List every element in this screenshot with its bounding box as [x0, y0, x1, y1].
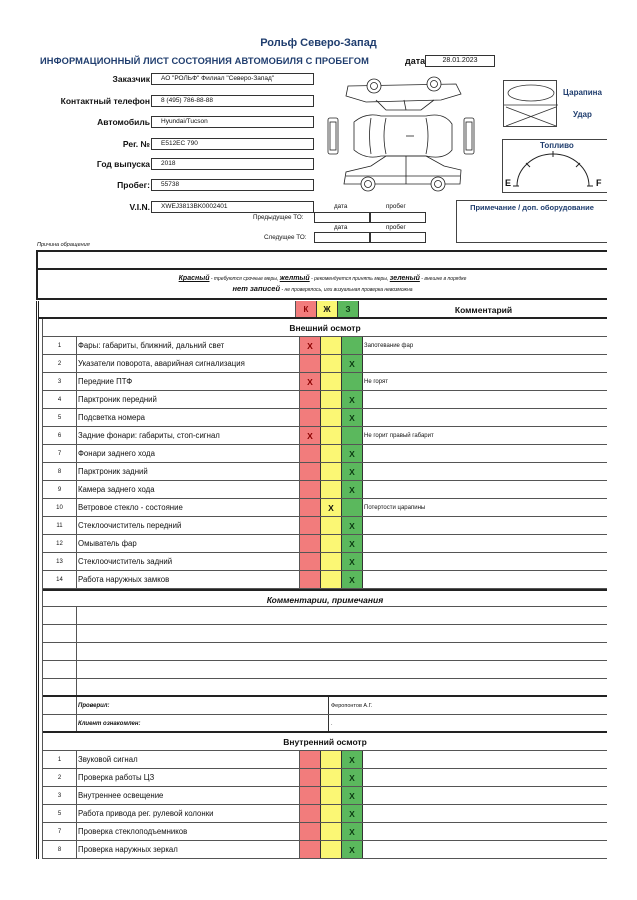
- red-mark-cell[interactable]: X: [300, 337, 321, 354]
- document-title: ИНФОРМАЦИОННЫЙ ЛИСТ СОСТОЯНИЯ АВТОМОБИЛЯ С ПРОБЕГОМ: [40, 56, 369, 66]
- item-number: 1: [43, 337, 77, 354]
- comment-cell[interactable]: [363, 481, 607, 498]
- yellow-mark-cell[interactable]: [321, 391, 342, 408]
- table-row: [43, 391, 607, 409]
- inspection-table: [36, 301, 607, 859]
- red-mark-cell[interactable]: [300, 769, 321, 786]
- item-number: 12: [43, 535, 77, 552]
- col-mileage-label: пробег: [386, 203, 406, 210]
- red-mark-cell[interactable]: [300, 463, 321, 480]
- checked-by-field[interactable]: Феропонтов А.Г.: [331, 703, 373, 709]
- customer-label: Заказчик: [112, 74, 150, 84]
- yellow-mark-cell[interactable]: [321, 535, 342, 552]
- customer-field[interactable]: АО "РОЛЬФ" Филиал "Северо-Запад": [151, 73, 314, 85]
- green-mark-cell[interactable]: X: [342, 391, 363, 408]
- reg-number-field[interactable]: E512EC 790: [151, 138, 314, 150]
- green-mark-cell[interactable]: X: [342, 805, 363, 822]
- item-name: Работа привода рег. рулевой колонки: [77, 805, 300, 822]
- red-mark-cell[interactable]: [300, 355, 321, 372]
- yellow-mark-cell[interactable]: [321, 409, 342, 426]
- comment-cell[interactable]: [363, 805, 607, 822]
- item-name: Парктроник передний: [77, 391, 300, 408]
- yellow-mark-cell[interactable]: [321, 355, 342, 372]
- item-name: Ветровое стекло - состояние: [77, 499, 300, 516]
- red-mark-cell[interactable]: [300, 535, 321, 552]
- car-damage-diagram[interactable]: [326, 72, 476, 202]
- item-name: Внутреннее освещение: [77, 787, 300, 804]
- comment-line[interactable]: [43, 679, 607, 697]
- col-mileage-label-2: пробег: [386, 224, 406, 231]
- item-number: 9: [43, 481, 77, 498]
- legend-green-desc: - внешне в порядке: [421, 276, 467, 282]
- item-number: 7: [43, 445, 77, 462]
- item-name: Проверка наружных зеркал: [77, 841, 300, 858]
- table-row: [43, 823, 607, 841]
- comment-cell[interactable]: [363, 571, 607, 588]
- yellow-mark-cell[interactable]: [321, 481, 342, 498]
- green-mark-cell[interactable]: [342, 427, 363, 444]
- green-mark-cell[interactable]: X: [342, 787, 363, 804]
- col-date-label: дата: [334, 203, 348, 210]
- yellow-mark-cell[interactable]: [321, 841, 342, 858]
- date-field[interactable]: 28.01.2023: [425, 55, 495, 67]
- item-name: Проверка работы ЦЗ: [77, 769, 300, 786]
- red-mark-cell[interactable]: [300, 823, 321, 840]
- yellow-mark-cell[interactable]: [321, 769, 342, 786]
- comment-line[interactable]: [43, 607, 607, 625]
- yellow-mark-cell[interactable]: X: [321, 499, 342, 516]
- green-mark-cell[interactable]: X: [342, 751, 363, 768]
- next-service-date-field[interactable]: [314, 232, 370, 243]
- green-mark-cell[interactable]: [342, 499, 363, 516]
- comment-cell[interactable]: [363, 553, 607, 570]
- yellow-mark-cell[interactable]: [321, 373, 342, 390]
- client-ack-row: [43, 715, 607, 733]
- table-row: [43, 463, 607, 481]
- comment-cell[interactable]: Запотевание фар: [364, 343, 414, 349]
- fuel-gauge[interactable]: [502, 139, 607, 193]
- phone-label: Контактный телефон: [60, 96, 150, 106]
- client-ack-field[interactable]: .: [331, 721, 333, 727]
- item-number: 13: [43, 553, 77, 570]
- damage-legend: [503, 80, 557, 127]
- red-mark-cell[interactable]: [300, 445, 321, 462]
- table-row: [43, 841, 607, 859]
- internal-section-title: Внутренний осмотр: [43, 733, 607, 751]
- green-mark-cell[interactable]: X: [342, 823, 363, 840]
- table-row: [43, 535, 607, 553]
- red-mark-cell[interactable]: [300, 805, 321, 822]
- yellow-mark-cell[interactable]: [321, 517, 342, 534]
- legend-none-desc: - не проверялось, или визуальная проверка невозможна: [281, 287, 413, 293]
- green-mark-cell[interactable]: X: [342, 481, 363, 498]
- fuel-full-label: F: [596, 178, 602, 188]
- item-number: 5: [43, 805, 77, 822]
- green-mark-cell[interactable]: X: [342, 517, 363, 534]
- item-number: 3: [43, 787, 77, 804]
- red-mark-cell[interactable]: [300, 571, 321, 588]
- red-mark-cell[interactable]: [300, 553, 321, 570]
- item-name: Камера заднего хода: [77, 481, 300, 498]
- comment-cell[interactable]: Потертости царапины: [364, 505, 426, 511]
- item-name: Передние ПТФ: [77, 373, 300, 390]
- yellow-mark-cell[interactable]: [321, 571, 342, 588]
- red-mark-cell[interactable]: [300, 751, 321, 768]
- item-name: Стеклоочиститель задний: [77, 553, 300, 570]
- item-name: Звуковой сигнал: [77, 751, 300, 768]
- item-name: Подсветка номера: [77, 409, 300, 426]
- item-number: 3: [43, 373, 77, 390]
- legend-yellow-desc: - рекомендуется принять меры,: [311, 276, 389, 282]
- item-number: 7: [43, 823, 77, 840]
- col-red-header: К: [296, 301, 317, 317]
- comment-line[interactable]: [43, 661, 607, 679]
- item-number: 8: [43, 841, 77, 858]
- item-name: Работа наружных замков: [77, 571, 300, 588]
- red-mark-cell[interactable]: [300, 517, 321, 534]
- item-name: Омыватель фар: [77, 535, 300, 552]
- yellow-mark-cell[interactable]: [321, 553, 342, 570]
- table-row: [43, 769, 607, 787]
- col-green-header: З: [338, 301, 359, 317]
- red-mark-cell[interactable]: [300, 499, 321, 516]
- legend-red-desc: - требуются срочные меры,: [210, 276, 279, 282]
- item-name: Проверка стеклоподъемников: [77, 823, 300, 840]
- comment-cell[interactable]: [363, 463, 607, 480]
- client-ack-label: Клиент ознакомлен:: [77, 715, 329, 731]
- col-yellow-header: Ж: [317, 301, 338, 317]
- yellow-mark-cell[interactable]: [321, 805, 342, 822]
- item-name: Стеклоочиститель передний: [77, 517, 300, 534]
- vin-field[interactable]: XWEJ3813BK0002401: [151, 201, 314, 213]
- year-field[interactable]: 2018: [151, 158, 314, 170]
- item-name: Парктроник задний: [77, 463, 300, 480]
- item-number: 1: [43, 751, 77, 768]
- comment-line[interactable]: [43, 643, 607, 661]
- green-mark-cell[interactable]: [342, 337, 363, 354]
- car-label: Автомобиль: [97, 117, 150, 127]
- red-mark-cell[interactable]: [300, 841, 321, 858]
- item-name: Фары: габариты, ближний, дальний свет: [77, 337, 300, 354]
- item-number: 8: [43, 463, 77, 480]
- item-number: 10: [43, 499, 77, 516]
- color-legend: [36, 270, 607, 300]
- item-number: 14: [43, 571, 77, 588]
- legend-yellow: желтый: [279, 275, 310, 282]
- green-mark-cell[interactable]: X: [342, 463, 363, 480]
- green-mark-cell[interactable]: [342, 373, 363, 390]
- table-row: [43, 355, 607, 373]
- vin-label: V.I.N.: [129, 202, 150, 212]
- red-mark-cell[interactable]: X: [300, 373, 321, 390]
- comment-cell[interactable]: [363, 409, 607, 426]
- item-number: 11: [43, 517, 77, 534]
- item-number: 6: [43, 427, 77, 444]
- comment-cell[interactable]: Не горят: [364, 379, 388, 385]
- prev-service-date-field[interactable]: [314, 212, 370, 223]
- dent-label: Удар: [573, 110, 592, 119]
- prev-service-mileage-field[interactable]: [370, 212, 426, 223]
- yellow-mark-cell[interactable]: [321, 751, 342, 768]
- item-number: 5: [43, 409, 77, 426]
- col-comment-header: Комментарий: [454, 305, 513, 315]
- scratch-symbol-icon: [508, 85, 554, 101]
- green-mark-cell[interactable]: X: [342, 769, 363, 786]
- red-mark-cell[interactable]: [300, 481, 321, 498]
- table-row: [43, 499, 607, 517]
- table-row: [43, 337, 607, 355]
- green-mark-cell[interactable]: X: [342, 409, 363, 426]
- reason-field[interactable]: [36, 250, 607, 270]
- year-label: Год выпуска: [96, 159, 150, 169]
- comments-section-title: Комментарии, примечания: [43, 589, 607, 607]
- red-mark-cell[interactable]: [300, 391, 321, 408]
- table-row: [43, 427, 607, 445]
- comment-cell[interactable]: [363, 535, 607, 552]
- item-number: 2: [43, 769, 77, 786]
- comment-cell[interactable]: [363, 751, 607, 768]
- external-section-title: Внешний осмотр: [43, 319, 607, 337]
- date-label: дата: [405, 56, 426, 66]
- yellow-mark-cell[interactable]: [321, 445, 342, 462]
- item-name: Задние фонари: габариты, стоп-сигнал: [77, 427, 300, 444]
- item-name: Фонари заднего хода: [77, 445, 300, 462]
- green-mark-cell[interactable]: X: [342, 553, 363, 570]
- comment-cell[interactable]: [363, 355, 607, 372]
- phone-field[interactable]: 8 (495) 786-88-88: [151, 95, 314, 107]
- item-number: 2: [43, 355, 77, 372]
- item-number: 4: [43, 391, 77, 408]
- comment-cell[interactable]: Не горит правый габарит: [364, 433, 434, 439]
- table-row: [43, 481, 607, 499]
- checked-by-row: [43, 697, 607, 715]
- next-service-label: Следущее ТО:: [264, 234, 307, 241]
- comment-cell[interactable]: [363, 787, 607, 804]
- green-mark-cell[interactable]: X: [342, 445, 363, 462]
- comment-cell[interactable]: [363, 823, 607, 840]
- reason-label: Причина обращения: [37, 242, 90, 248]
- table-row: [43, 409, 607, 427]
- mileage-label: Пробег:: [117, 180, 150, 190]
- yellow-mark-cell[interactable]: [321, 787, 342, 804]
- red-mark-cell[interactable]: [300, 787, 321, 804]
- yellow-mark-cell[interactable]: [321, 427, 342, 444]
- yellow-mark-cell[interactable]: [321, 823, 342, 840]
- fuel-title: Топливо: [540, 141, 574, 150]
- next-service-mileage-field[interactable]: [370, 232, 426, 243]
- company-title: Рольф Северо-Запад: [260, 37, 377, 49]
- comment-cell[interactable]: [363, 517, 607, 534]
- table-row: [43, 751, 607, 769]
- reg-number-label: Рег. №: [122, 139, 150, 149]
- prev-service-label: Предыдущее ТО:: [253, 214, 304, 221]
- green-mark-cell[interactable]: X: [342, 355, 363, 372]
- legend-none: нет записей: [232, 284, 281, 293]
- table-row: [43, 553, 607, 571]
- fuel-empty-label: E: [505, 178, 512, 188]
- table-row: [43, 787, 607, 805]
- yellow-mark-cell[interactable]: [321, 463, 342, 480]
- note-box[interactable]: [456, 200, 607, 243]
- note-title: Примечание / доп. оборудование: [470, 203, 594, 212]
- checked-by-label: Проверил:: [77, 697, 329, 714]
- green-mark-cell[interactable]: X: [342, 535, 363, 552]
- legend-green: зеленый: [389, 275, 420, 282]
- red-mark-cell[interactable]: [300, 409, 321, 426]
- col-date-label-2: дата: [334, 224, 348, 231]
- table-row: [43, 571, 607, 589]
- yellow-mark-cell[interactable]: [321, 337, 342, 354]
- comment-cell[interactable]: [363, 445, 607, 462]
- red-mark-cell[interactable]: X: [300, 427, 321, 444]
- legend-red: Красный: [178, 275, 210, 282]
- green-mark-cell[interactable]: X: [342, 571, 363, 588]
- table-row: [43, 517, 607, 535]
- table-row: [43, 805, 607, 823]
- comment-cell[interactable]: [363, 769, 607, 786]
- comment-cell[interactable]: [363, 391, 607, 408]
- mileage-field[interactable]: 55738: [151, 179, 314, 191]
- item-name: Указатели поворота, аварийная сигнализация: [77, 355, 300, 372]
- table-row: [43, 445, 607, 463]
- comment-cell[interactable]: [363, 841, 607, 858]
- table-row: [43, 373, 607, 391]
- comment-line[interactable]: [43, 625, 607, 643]
- car-field[interactable]: Hyundai/Tucson: [151, 116, 314, 128]
- scratch-label: Царапина: [563, 88, 602, 97]
- table-header: [39, 301, 607, 319]
- green-mark-cell[interactable]: X: [342, 841, 363, 858]
